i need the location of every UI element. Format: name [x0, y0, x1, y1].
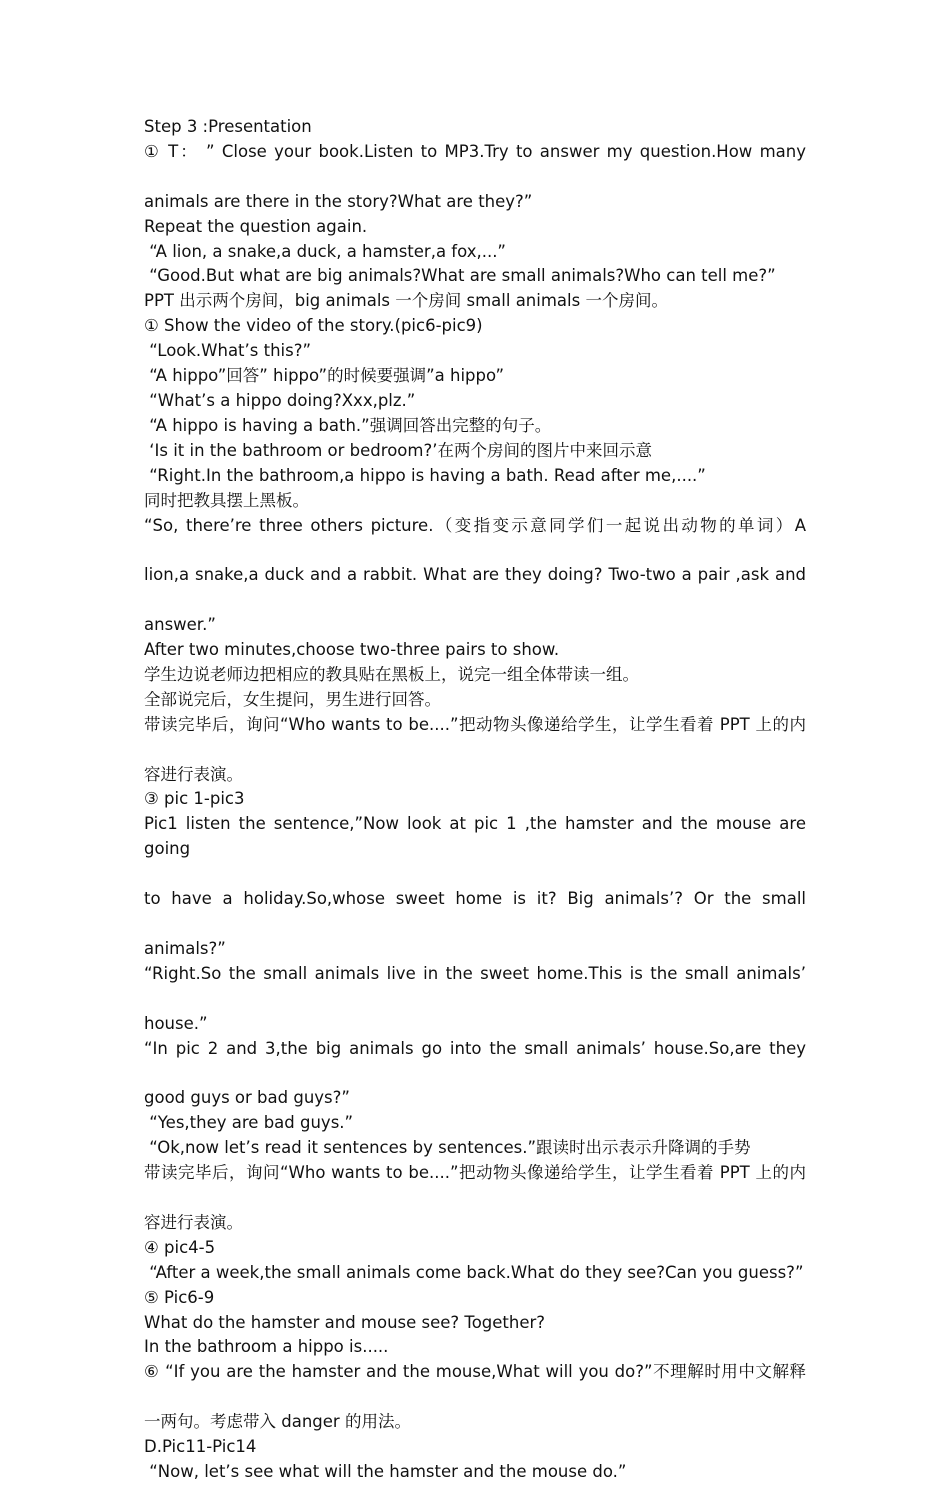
text-line: 容进行表演。	[144, 1212, 243, 1232]
text-line: 全部说完后，女生提问，男生进行回答。	[144, 689, 441, 709]
text-line: 一两句。考虑带入 danger 的用法。	[144, 1412, 411, 1432]
text-line: “A hippo is having a bath.”强调回答出完整的句子。	[144, 415, 552, 435]
text-line: “Right.In the bathroom,a hippo is having a bath. Read after me,....”	[144, 465, 706, 485]
text-line: animals are there in the story?What are they?”	[144, 191, 533, 211]
text-line: 同时把教具摆上黑板。	[144, 490, 309, 510]
text-line: “Look.What’s this?”	[144, 341, 312, 361]
text-line: “In pic 2 and 3,the big animals go into the small animals’ house.So,are they	[144, 1038, 806, 1058]
heading-step3: Step 3 :Presentation	[144, 117, 312, 136]
text-line: “Right.So the small animals live in the sweet home.This is the small animals’	[144, 963, 806, 983]
text-line: What do the hamster and mouse see? Together?	[144, 1312, 546, 1332]
text-line: “After a week,the small animals come back.What do they see?Can you guess?”	[144, 1262, 804, 1282]
text-line: D.Pic11-Pic14	[144, 1437, 257, 1457]
text-line: ④ pic4-5	[144, 1237, 216, 1257]
text-line: Repeat the question again.	[144, 216, 368, 236]
text-line: ③ pic 1-pic3	[144, 789, 245, 809]
text-line: house.”	[144, 1013, 208, 1033]
text-line: “A hippo”回答” hippo”的时候要强调”a hippo”	[144, 366, 505, 386]
text-line: “Good.But what are big animals?What are small animals?Who can tell me?”	[144, 266, 776, 286]
text-line: ⑤ Pic6-9	[144, 1287, 215, 1307]
text-line: to have a holiday.So,whose sweet home is it? Big animals’? Or the small	[144, 889, 806, 909]
text-line: ‘Is it in the bathroom or bedroom?’在两个房间的图片中来回示意	[144, 440, 652, 460]
text-line: “Ok,now let’s read it sentences by sentences.”跟读时出示表示升降调的手势	[144, 1138, 751, 1158]
text-line: PPT 出示两个房间，big animals 一个房间 small animals 一个房间。	[144, 291, 668, 311]
text-line: “Now, let’s see what will the hamster and the mouse do.”	[144, 1461, 627, 1481]
text-line: “So, there’re three others picture.（变指变示意同学们一起说出动物的单词）A	[144, 515, 806, 535]
text-line: lion,a snake,a duck and a rabbit. What are they doing? Two-two a pair ,ask and	[144, 565, 806, 585]
text-line: “What’s a hippo doing?Xxx,plz.”	[144, 390, 416, 410]
document-body	[144, 115, 806, 1485]
text-line: 带读完毕后，询问“Who wants to be....”把动物头像递给学生，让学生看着 PPT 上的内	[144, 1163, 806, 1183]
text-line: 学生边说老师边把相应的教具贴在黑板上，说完一组全体带读一组。	[144, 664, 639, 684]
text-line: 容进行表演。	[144, 764, 243, 784]
text-line: In the bathroom a hippo is.....	[144, 1337, 389, 1357]
text-line: After two minutes,choose two-three pairs to show.	[144, 640, 560, 660]
text-line: ⑥ “If you are the hamster and the mouse,What will you do?”不理解时用中文解释	[144, 1362, 806, 1382]
text-line: animals?”	[144, 938, 226, 958]
text-line: ① T： ” Close your book.Listen to MP3.Try to answer my question.How many	[144, 141, 806, 161]
text-line: Pic1 listen the sentence,”Now look at pic 1 ,the hamster and the mouse are going	[144, 814, 806, 859]
text-line: good guys or bad guys?”	[144, 1088, 350, 1108]
text-line: “Yes,they are bad guys.”	[144, 1113, 354, 1133]
text-line: ① Show the video of the story.(pic6-pic9)	[144, 316, 483, 336]
text-line: 带读完毕后，询问“Who wants to be....”把动物头像递给学生，让学生看着 PPT 上的内	[144, 714, 806, 734]
text-line: “A lion, a snake,a duck, a hamster,a fox,...”	[144, 241, 506, 261]
text-line: answer.”	[144, 615, 216, 635]
